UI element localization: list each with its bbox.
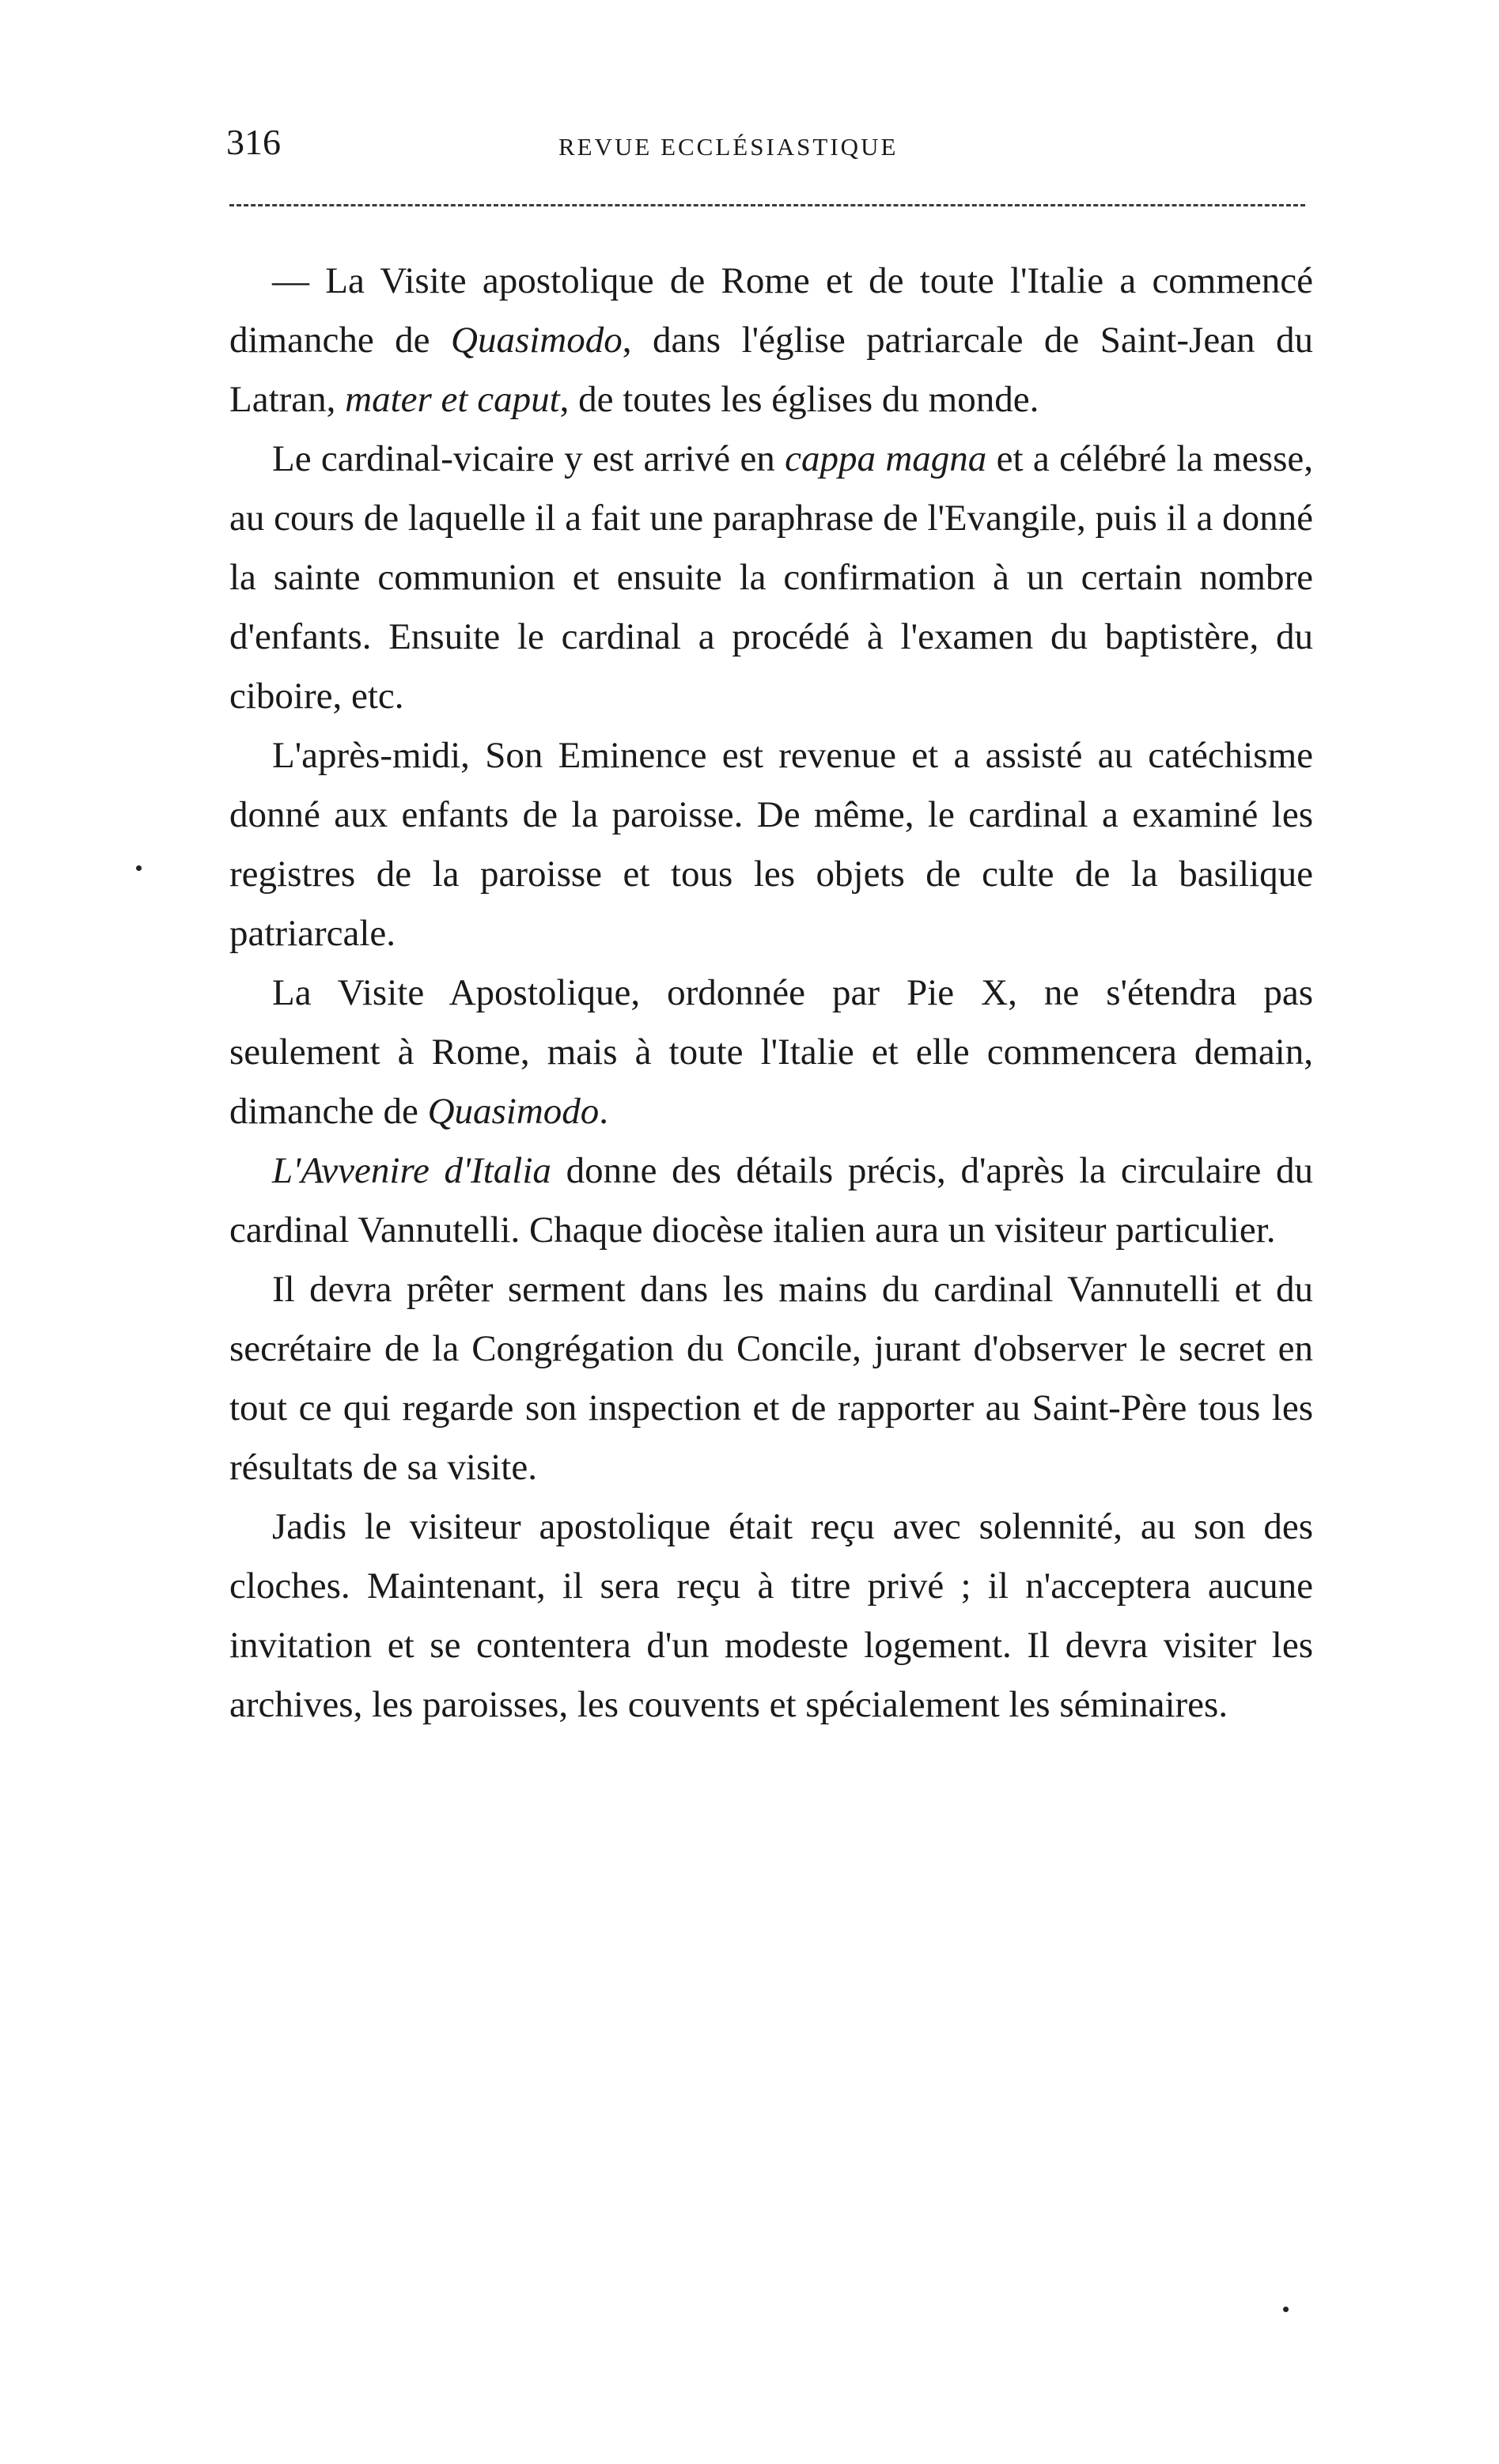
paragraph (229, 430, 1313, 726)
text-run: — La Visite apostolique de Rome et de toute l'Italie a commencé dimanche de (229, 260, 1313, 361)
text-run: . (599, 1091, 609, 1132)
header-rule (229, 204, 1305, 206)
italic-run: L'Avvenire d'Italia (272, 1150, 551, 1191)
text-run: donne des détails précis, d'après la circulaire du cardinal Vannutelli. Chaque diocèse italien aura un visiteur particulier. (229, 1150, 1313, 1251)
paragraph (229, 1141, 1313, 1260)
text-run: , de toutes les églises du monde. (559, 379, 1039, 420)
text-run: Jadis le visiteur apostolique était reçu avec solennité, au son des cloches. Maintenant, il sera reçu à titre privé ; il n'acceptera aucune invitation et se contentera d'un modeste logement. Il devra visiter les archives, les paroisses, les couvents et spécialement les séminaires. (229, 1506, 1313, 1725)
text-run: Le cardinal-vicaire y est arrivé en (272, 438, 785, 479)
paragraph (229, 1260, 1313, 1497)
ink-speck (1283, 2307, 1289, 2312)
italic-run: cappa magna (785, 438, 987, 479)
running-head: REVUE ECCLÉSIASTIQUE (558, 133, 899, 161)
italic-run: mater et caput (345, 379, 560, 420)
text-run: , dans l'église patriarcale de Saint-Jean du Latran, (229, 320, 1314, 420)
paragraph (229, 1497, 1313, 1735)
paragraph (229, 963, 1313, 1141)
text-run: L'après-midi, Son Eminence est revenue et a assisté au catéchisme donné aux enfants de la paroisse. De même, le cardinal a examiné les registres de la paroisse et tous les objets de culte de la basilique patriarcale. (229, 735, 1313, 954)
text-run: La Visite Apostolique, ordonnée par Pie X, ne s'étendra pas seulement à Rome, mais à toute l'Italie et elle commencera demain, dimanche de (229, 972, 1313, 1132)
article-body (229, 252, 1313, 1735)
paragraph (229, 726, 1313, 963)
page-number: 316 (226, 122, 281, 162)
paragraph (229, 252, 1313, 430)
ink-speck (136, 865, 142, 871)
text-run: Il devra prêter serment dans les mains du cardinal Vannutelli et du secrétaire de la Congrégation du Concile, jurant d'observer le secret en tout ce qui regarde son inspection et de rapporter au Saint-Père tous les résultats de sa visite. (229, 1269, 1313, 1488)
italic-run: Quasimodo (427, 1091, 600, 1132)
page-header (226, 119, 1310, 166)
italic-run: Quasimodo (451, 320, 623, 361)
text-run: et a célébré la messe, au cours de laquelle il a fait une paraphrase de l'Evangile, puis il a donné la sainte communion et ensuite la confirmation à un certain nombre d'enfants. Ensuite le cardinal a procédé à l'examen du baptistère, du ciboire, etc. (229, 438, 1314, 717)
